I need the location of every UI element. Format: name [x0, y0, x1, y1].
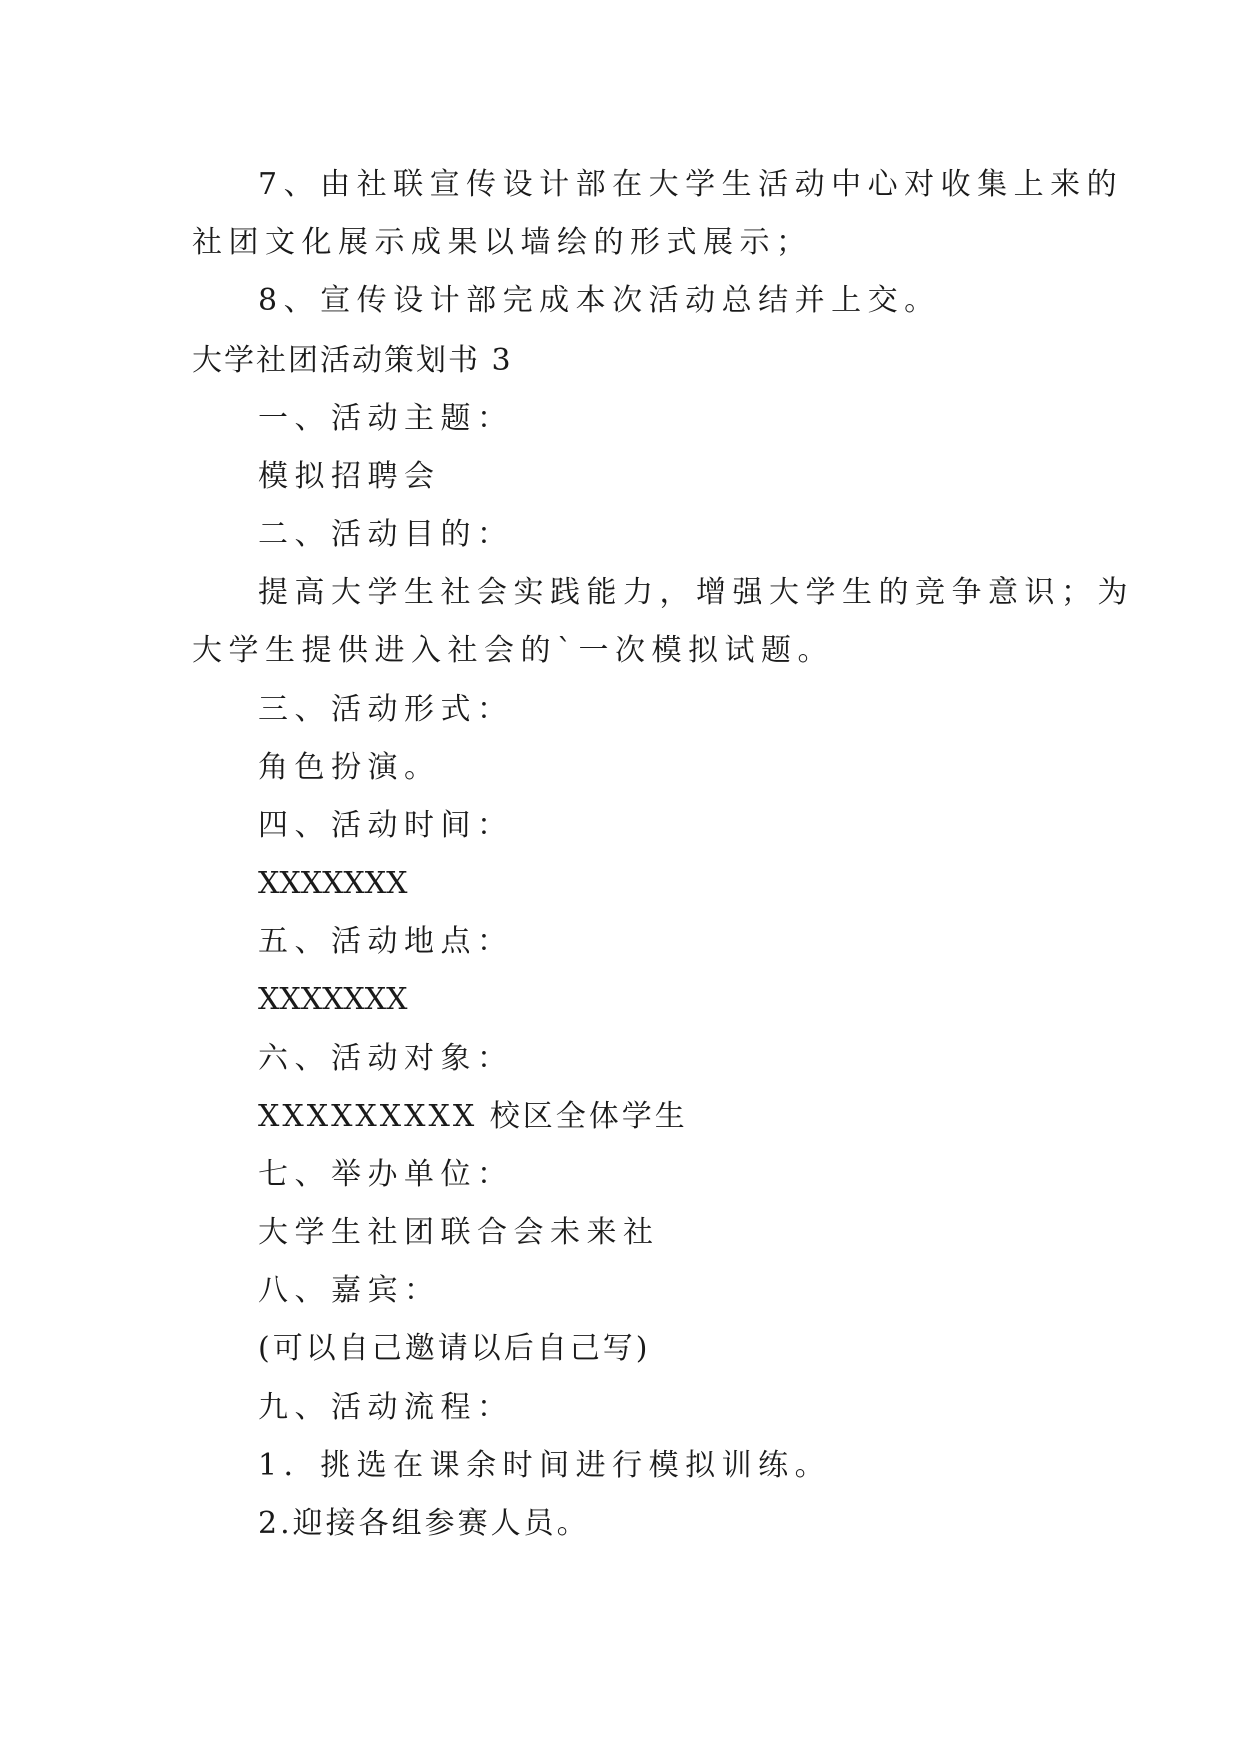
heading-location: 五、活动地点：	[258, 924, 514, 959]
text-line: 提高大学生社会实践能力，增强大学生的竞争意识；为	[258, 575, 1134, 610]
text-line: 大学生提供进入社会的`一次模拟试题。	[192, 633, 834, 668]
text-line: 模拟招聘会	[258, 459, 441, 494]
heading-purpose: 二、活动目的：	[258, 517, 514, 552]
section-title: 大学社团活动策划书 3	[192, 343, 513, 378]
heading-theme: 一、活动主题：	[258, 401, 514, 436]
heading-process: 九、活动流程：	[258, 1390, 514, 1425]
text-line: (可以自己邀请以后自己写)	[258, 1331, 651, 1366]
text-line: 1．挑选在课余时间进行模拟训练。	[258, 1448, 832, 1483]
text-line: XXXXXXX	[258, 982, 408, 1017]
heading-guests: 八、嘉宾：	[258, 1273, 441, 1308]
text-line: 7、由社联宣传设计部在大学生活动中心对收集上来的	[258, 167, 1124, 202]
heading-form: 三、活动形式：	[258, 692, 514, 727]
text-line: 8、宣传设计部完成本次活动总结并上交。	[258, 283, 941, 318]
heading-audience: 六、活动对象：	[258, 1041, 514, 1076]
text-line: XXXXXXXXX 校区全体学生	[258, 1099, 688, 1134]
text-line: XXXXXXX	[258, 866, 408, 901]
text-line: 社团文化展示成果以墙绘的形式展示；	[192, 225, 813, 260]
heading-organizer: 七、举办单位：	[258, 1157, 514, 1192]
text-line: 2.迎接各组参赛人员。	[258, 1506, 590, 1541]
heading-time: 四、活动时间：	[258, 808, 514, 843]
text-line: 大学生社团联合会未来社	[258, 1215, 660, 1250]
text-line: 角色扮演。	[258, 750, 441, 785]
